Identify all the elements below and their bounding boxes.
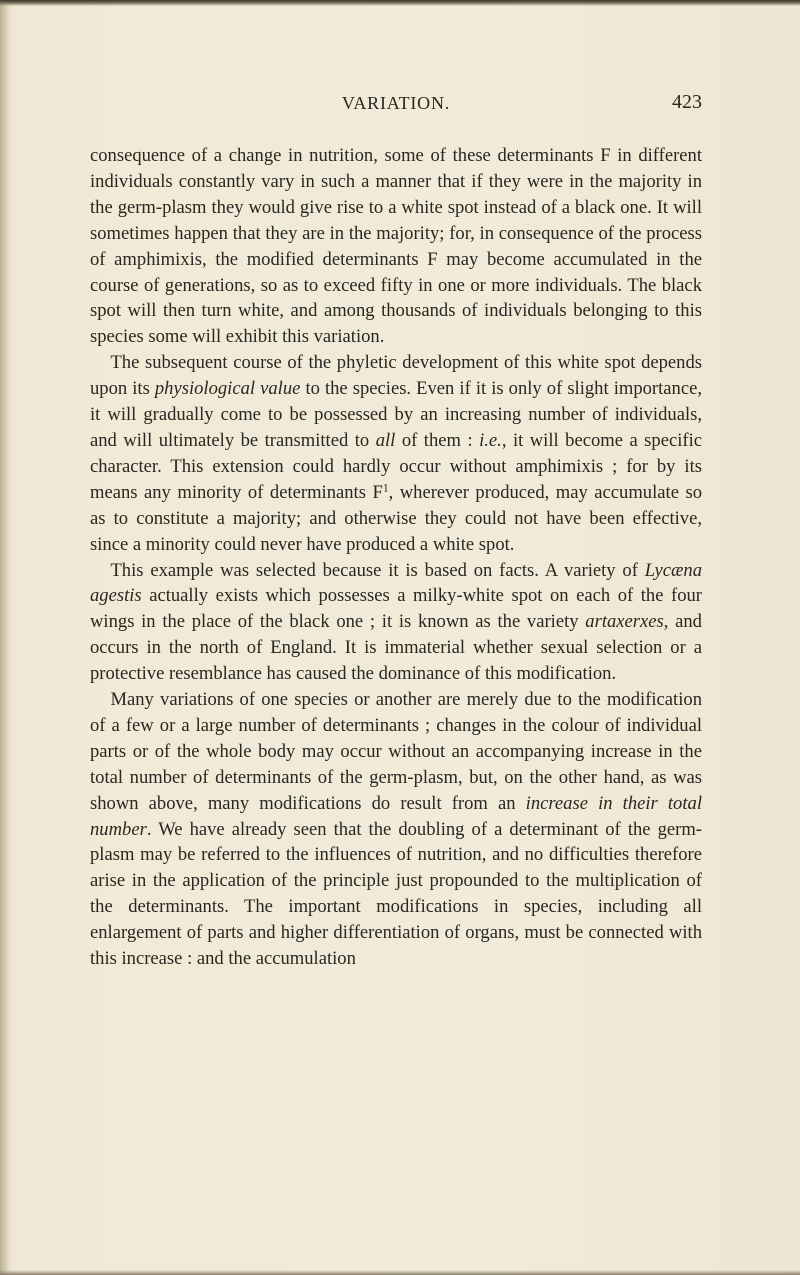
paragraph xyxy=(90,687,702,972)
text-run: of them : xyxy=(395,429,480,451)
paragraph xyxy=(90,350,702,557)
text-run: This example was selected because it is based on facts. A variety of xyxy=(110,559,645,581)
paragraph xyxy=(90,558,702,688)
text-run: , it will become a specific character. This extension could hardly occur without amphimixis ; for by its means any minority of determinants F xyxy=(90,429,702,503)
superscript: 1 xyxy=(382,482,389,495)
text-run: , wherever produced, may accumulate so as to constitute a majority; and otherwise they could not have been effective, since a minority could never have produced a white spot. xyxy=(90,481,702,555)
paragraph xyxy=(90,143,702,350)
page-header xyxy=(90,91,702,119)
italic-text: Lycæna agestis xyxy=(90,559,702,607)
text-run: , and occurs in the north of England. It is immaterial whether sexual selection or a protective resemblance has caused the dominance of this modification. xyxy=(90,611,702,685)
body-text xyxy=(90,143,702,972)
page-bottom-shadow xyxy=(0,1270,800,1275)
text-run: Many variations of one species or another are merely due to the modification of a few or a large number of determinants ; changes in the colour of individual parts or of the whole body may occur without an accompanying increase in the total number of determinants of the germ-plasm, but, on the other hand, as was shown above, many modifications do result from an xyxy=(90,689,702,814)
italic-text: physiological value xyxy=(154,378,301,400)
text-run: . We have already seen that the doubling of a determinant of the germ-plasm may be referred to the influences of nutrition, and no difficulties therefore arise in the application of the principle just propounded to the multiplication of the determinants. The important modifications in species, including all enlargement of parts and higher differentiation of organs, must be connected with this increase : and the accumulation xyxy=(90,818,702,970)
italic-text: all xyxy=(375,429,396,451)
running-head: VARIATION. xyxy=(341,93,451,113)
page-number: 423 xyxy=(672,91,702,113)
italic-text: i.e. xyxy=(479,429,502,451)
text-run: actually exists which possesses a milky-white spot on each of the four wings in the place of the black one ; it is known as the variety xyxy=(90,585,702,633)
text-run: The subsequent course of the phyletic development of this white spot depends upon its xyxy=(90,352,702,400)
italic-text: increase in their total number xyxy=(90,792,702,840)
text-run: to the species. Even if it is only of slight importance, it will gradually come to be possessed by an increasing number of individuals, and will ultimately be transmitted to xyxy=(90,378,702,451)
page-top-shadow xyxy=(0,0,800,6)
page-left-shadow xyxy=(0,0,10,1275)
text-run: consequence of a change in nutrition, some of these determinants F in different individuals constantly vary in such a manner that if they were in the majority in the germ-plasm they would give rise to a white spot instead of a black one. It will sometimes happen that they are in the majority; for, in consequence of the process of amphimixis, the modified determinants F may become accumulated in the course of generations, so as to exceed fifty in one or more individuals. The black spot will then turn white, and among thousands of individuals belonging to this species some will exhibit this variation. xyxy=(90,145,702,348)
italic-text: artaxerxes xyxy=(585,611,664,633)
